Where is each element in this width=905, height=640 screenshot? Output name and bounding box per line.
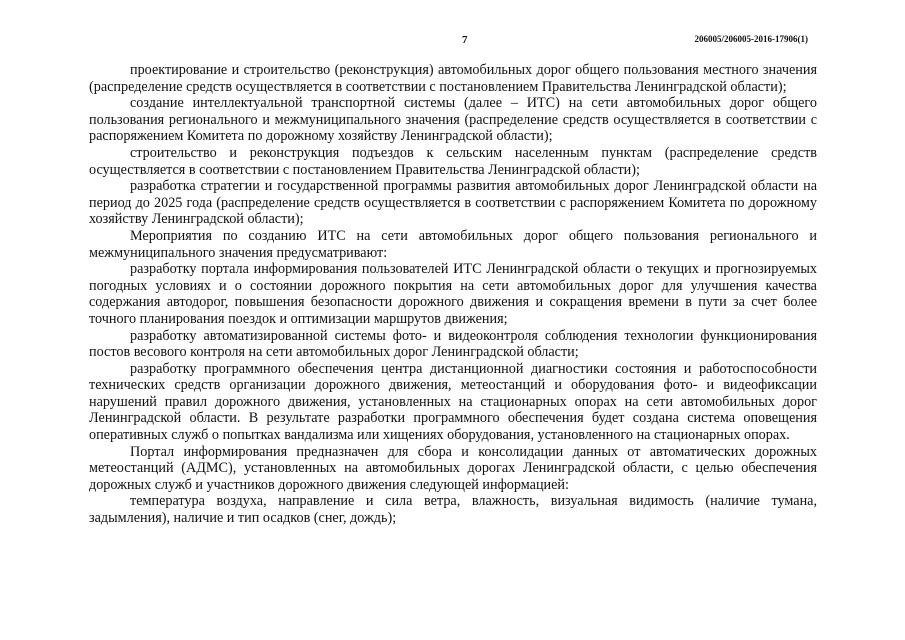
document-body <box>89 62 817 527</box>
paragraph: температура воздуха, направление и сила ветра, влажность, визуальная видимость (наличие тумана, задымления), наличие и тип осадков (снег, дождь); <box>89 493 817 527</box>
paragraph: разработка стратегии и государственной программы развития автомобильных дорог Ленинградской области на период до 2025 года (распределение средств осуществляется в соответствии с распоряжением Комитета по дорожному хозяйству Ленинградской области); <box>89 178 817 228</box>
paragraph: создание интеллектуальной транспортной системы (далее – ИТС) на сети автомобильных дорог общего пользования регионального и межмуниципального значения (распределение средств осуществляется в соответствии с распоряжением Комитета по дорожному хозяйству Ленинградской области); <box>89 95 817 145</box>
paragraph: разработку портала информирования пользователей ИТС Ленинградской области о текущих и прогнозируемых погодных условиях и о состоянии дорожного покрытия на сети автомобильных дорог для улучшения качества содержания автодорог, повышения безопасности дорожного движения и сокращения времени в пути за счет более точного планирования поездок и оптимизации маршрутов движения; <box>89 261 817 327</box>
paragraph: разработку программного обеспечения центра дистанционной диагностики состояния и работоспособности технических средств организации дорожного движения, метеостанций и оборудования фото- и видеофиксации нарушений правил дорожного движения, установленных на стационарных опорах на сети автомобильных дорог Ленинградской области. В результате разработки программного обеспечения будет создана система оповещения оперативных служб о попытках вандализма или хищениях оборудования, установленного на стационарных опорах. <box>89 360 817 444</box>
paragraph: проектирование и строительство (реконструкция) автомобильных дорог общего пользования местного значения (распределение средств осуществляется в соответствии с постановлением Правительства Ленинградской области); <box>89 62 817 95</box>
document-id: 206005/206005-2016-17906(1) <box>694 34 808 44</box>
paragraph: Портал информирования предназначен для сбора и консолидации данных от автоматических дорожных метеостанций (АДМС), установленных на автомобильных дорогах Ленинградской области, с целью обеспечения дорожных служб и участников дорожного движения следующей информацией: <box>89 443 817 493</box>
paragraph: строительство и реконструкция подъездов к сельским населенным пунктам (распределение средств осуществляется в соответствии с постановлением Правительства Ленинградской области); <box>89 144 817 178</box>
paragraph: Мероприятия по созданию ИТС на сети автомобильных дорог общего пользования регионального и межмуниципального значения предусматривают: <box>89 227 817 261</box>
paragraph: разработку автоматизированной системы фото- и видеоконтроля соблюдения технологии функционирования постов весового контроля на сети автомобильных дорог Ленинградской области; <box>89 327 817 361</box>
page-number: 7 <box>462 34 468 46</box>
